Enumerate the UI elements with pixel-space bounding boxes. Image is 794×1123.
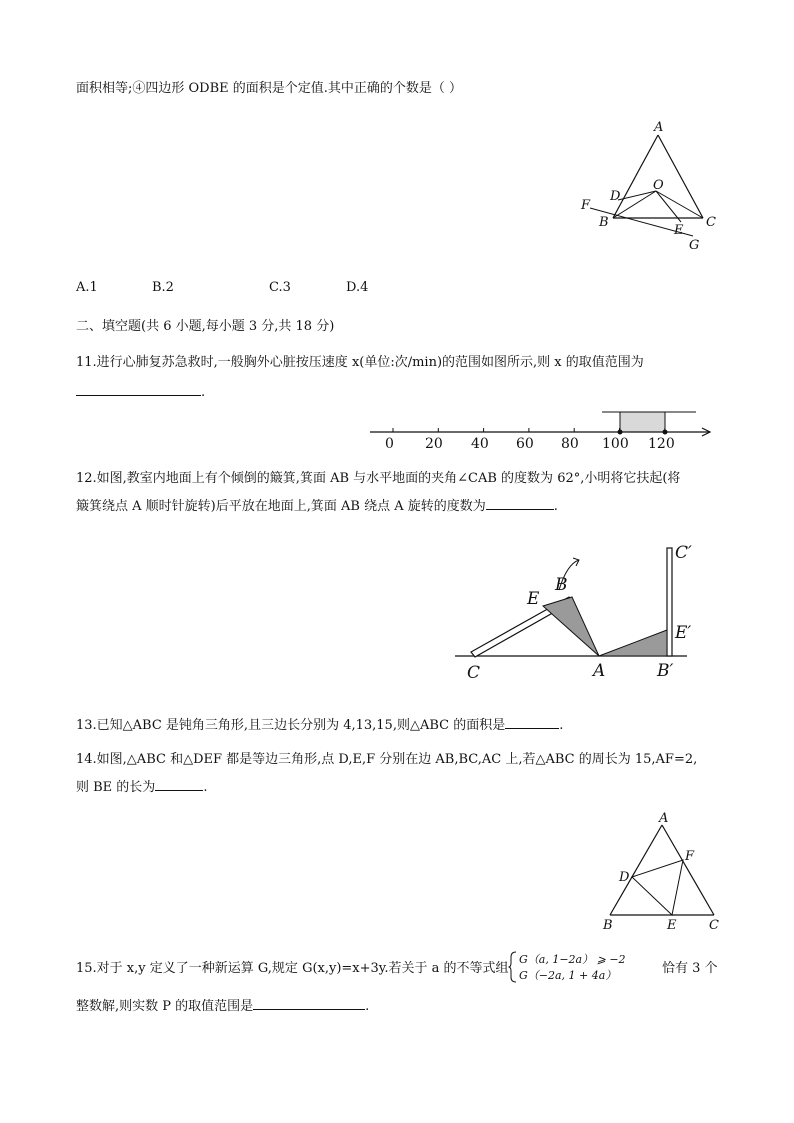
- choice-c: C.3: [269, 280, 291, 295]
- section-heading: 二、填空题(共 6 小题,每小题 3 分,共 18 分): [76, 319, 335, 334]
- label-e-prime: E′: [675, 623, 692, 643]
- tick-100: 100: [602, 436, 629, 452]
- answer-blank-14[interactable]: [155, 777, 203, 791]
- choice-d: D.4: [346, 280, 369, 295]
- inequality-row-1: G（a, 1−2a） ⩾ −2: [519, 953, 626, 966]
- question-15-text-1: 15.对于 x,y 定义了一种新运算 G,规定 G(x,y)=x+3y.若关于 a 的不等式组: [76, 961, 509, 976]
- question-11-answer-line: .: [76, 382, 205, 402]
- left-brace-icon: [508, 951, 518, 983]
- choice-b: B.2: [152, 280, 174, 295]
- tick-120: 120: [648, 436, 675, 452]
- inequality-row-2: G（−2a, 1 + 4a）: [519, 969, 617, 982]
- question-15-text-2-body: 整数解,则实数 P 的取值范围是: [76, 999, 254, 1014]
- question-14-text-1: 14.如图,△ABC 和△DEF 都是等边三角形,点 D,E,F 分别在边 AB,BC,AC 上,若△ABC 的周长为 15,AF=2,: [76, 752, 698, 767]
- tick-0: 0: [385, 436, 394, 452]
- label-d: D: [610, 189, 621, 204]
- question-12-text-2: 簸箕绕点 A 顺时针旋转)后平放在地面上,箕面 AB 绕点 A 旋转的度数为 .: [76, 496, 558, 516]
- question-12-text-1: 12.如图,教室内地面上有个倾倒的簸箕,箕面 AB 与水平地面的夹角∠CAB 的度数为 62°,小明将它扶起(将: [76, 471, 681, 486]
- choice-a: A.1: [76, 280, 98, 295]
- label-b: B: [603, 918, 613, 933]
- label-b: B: [555, 575, 568, 595]
- question-15-text-2: 整数解,则实数 P 的取值范围是 .: [76, 996, 369, 1016]
- triangle-figure-q10: [575, 118, 725, 258]
- question-12-text-2-body: 簸箕绕点 A 顺时针旋转)后平放在地面上,箕面 AB 绕点 A 旋转的度数为: [76, 499, 486, 514]
- label-e: E: [527, 589, 540, 609]
- question-15-tail: 恰有 3 个: [662, 961, 718, 976]
- question-10-continuation: 面积相等;④四边形 ODBE 的面积是个定值.其中正确的个数是（ ）: [76, 81, 463, 96]
- tick-40: 40: [471, 436, 489, 452]
- label-f: F: [685, 849, 695, 864]
- label-b: B: [599, 215, 609, 230]
- tick-80: 80: [561, 436, 579, 452]
- tick-60: 60: [516, 436, 534, 452]
- label-o: O: [653, 178, 664, 193]
- label-c: C: [467, 663, 481, 683]
- answer-blank-11[interactable]: [76, 382, 201, 396]
- number-line-figure: [368, 402, 720, 452]
- label-b-prime: B′: [657, 661, 674, 681]
- label-a: A: [654, 120, 664, 135]
- label-a: A: [659, 811, 669, 826]
- tick-20: 20: [425, 436, 443, 452]
- equilateral-triangles-figure: [598, 810, 723, 935]
- label-d: D: [619, 870, 630, 885]
- dustpan-figure: [455, 540, 705, 685]
- label-c: C: [709, 918, 719, 933]
- question-11-text: 11.进行心肺复苏急救时,一般胸外心脏按压速度 x(单位:次/min)的范围如图所示,则 x 的取值范围为: [76, 355, 644, 370]
- answer-blank-13[interactable]: [505, 715, 559, 729]
- label-c: C: [706, 215, 716, 230]
- question-14-text-2: 则 BE 的长为 .: [76, 777, 207, 797]
- answer-blank-15[interactable]: [253, 996, 365, 1010]
- inequality-system: [508, 951, 688, 983]
- label-c-prime: C′: [675, 543, 692, 563]
- answer-blank-12[interactable]: [486, 496, 554, 510]
- question-13-body: 13.已知△ABC 是钝角三角形,且三边长分别为 4,13,15,则△ABC 的面积是: [76, 718, 506, 733]
- label-a: A: [593, 661, 606, 681]
- label-e: E: [667, 918, 677, 933]
- question-13-text: 13.已知△ABC 是钝角三角形,且三边长分别为 4,13,15,则△ABC 的面积是 .: [76, 715, 563, 735]
- label-f: F: [581, 198, 591, 213]
- label-e: E: [674, 223, 684, 238]
- question-14-text-2-body: 则 BE 的长为: [76, 780, 156, 795]
- label-g: G: [689, 238, 700, 253]
